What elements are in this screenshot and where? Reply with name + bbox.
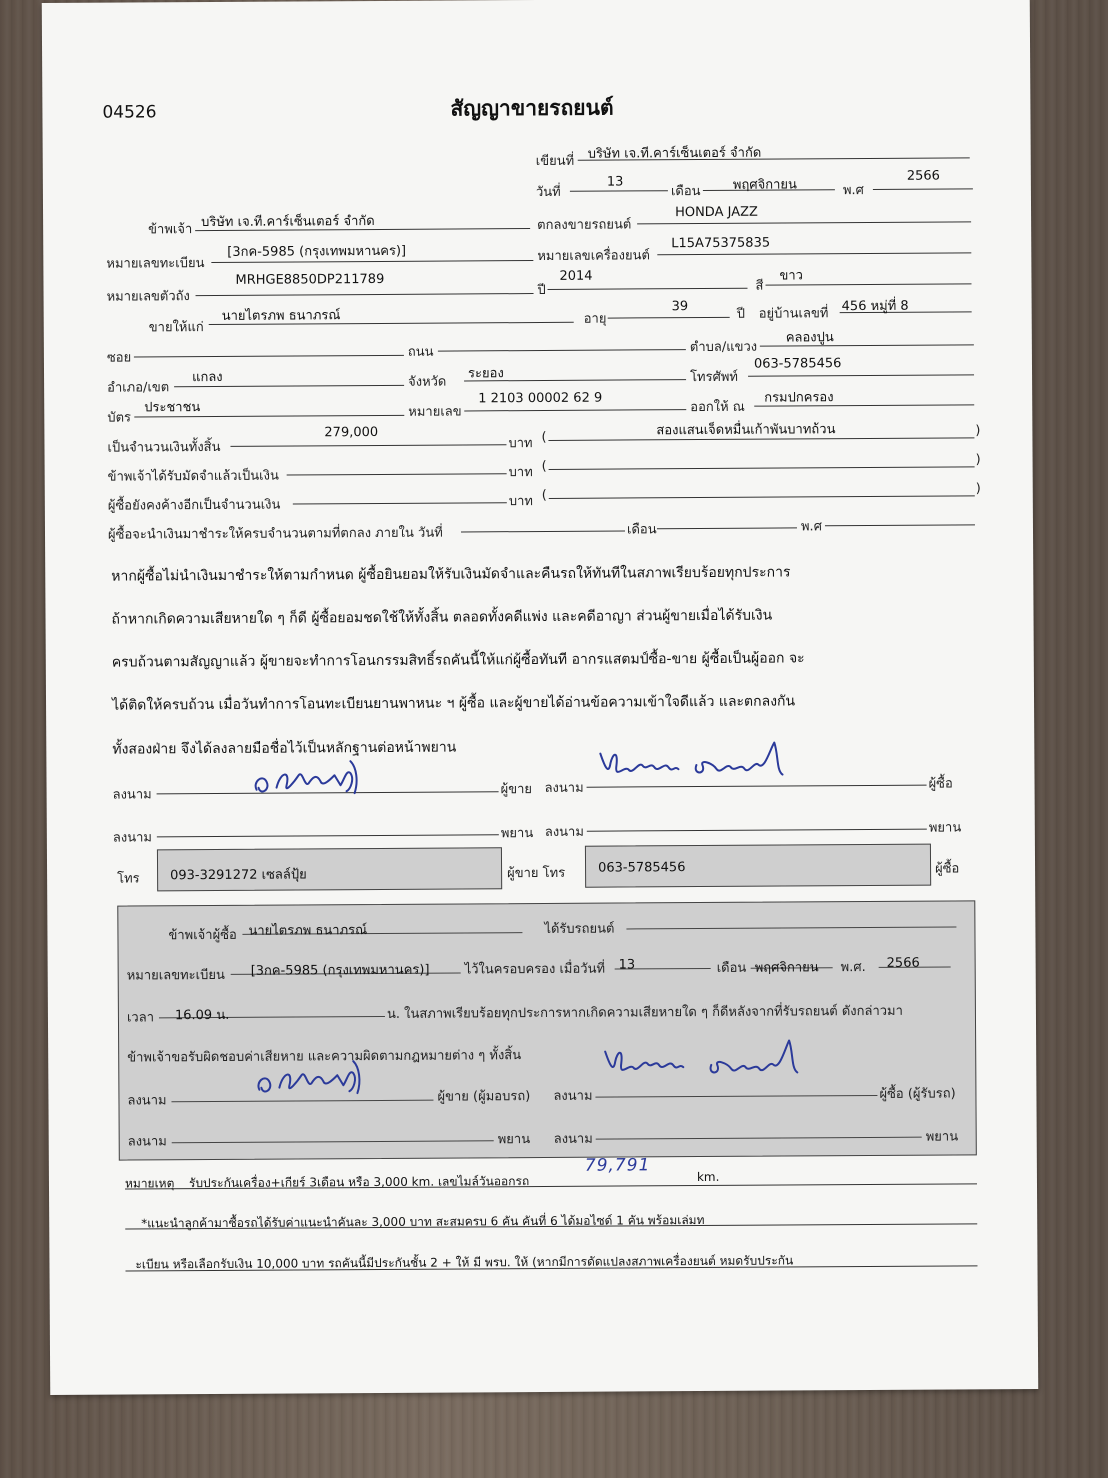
car-line bbox=[637, 221, 971, 224]
year-value: 2566 bbox=[906, 168, 940, 184]
soi-line bbox=[134, 355, 404, 358]
total-words-value: สองแสนเจ็ดหมื่นเก้าพันบาทถ้วน bbox=[656, 422, 836, 439]
subdistrict-value: คลองปูน bbox=[785, 330, 834, 346]
receipt-buyer-label: ข้าพเจ้าผู้ซื้อ bbox=[168, 927, 237, 944]
phone-line bbox=[748, 374, 974, 376]
vehicle-year-value: 2014 bbox=[559, 268, 593, 284]
referral-line-1: *แนะนำลูกค้ามาซื้อรถได้รับค่าแนะนำคันละ 3,000 บาท สะสมครบ 6 คัน คันที่ 6 ได้มอไซด์ 1 คัน พร้อมเล่มท bbox=[141, 1213, 705, 1231]
note-text: รับประกันเครื่อง+เกียร์ 3เดือน หรือ 3,000 km. เลขไมล์วันออกรถ bbox=[188, 1174, 530, 1191]
receipt-witness1-role: พยาน bbox=[497, 1132, 531, 1148]
vehicle-receipt-box bbox=[117, 900, 977, 1160]
written-at-label: เขียนที่ bbox=[535, 153, 575, 170]
remaining-words-line bbox=[549, 495, 975, 499]
contract-paper bbox=[42, 0, 1038, 1395]
buyer-name-value: นายไตรภพ ธนาภรณ์ bbox=[221, 308, 341, 324]
receipt-time-value: 16.09 น. bbox=[174, 1007, 230, 1024]
age-label: อายุ bbox=[583, 311, 607, 327]
mileage-handwritten: 79,791 bbox=[584, 1155, 651, 1176]
receipt-possess-label: ไว้ในครอบครอง เมื่อวันที่ bbox=[464, 961, 606, 978]
seller-value: บริษัท เจ.ที.คาร์เซ็นเตอร์ จำกัด bbox=[201, 214, 375, 231]
card-label: บัตร bbox=[107, 410, 132, 426]
witness1-sign-line bbox=[157, 834, 499, 837]
month-value: พฤศจิกายน bbox=[732, 177, 797, 193]
road-line bbox=[438, 349, 686, 352]
receipt-buyer-value: นายไตรภพ ธนาภรณ์ bbox=[248, 923, 368, 939]
seller-phone-value: 093-3291272 เซลล์ปุ้ย bbox=[170, 867, 307, 884]
buyer-sign-role: ผู้ซื้อ bbox=[928, 776, 953, 792]
referral-line-2: ะเบียน หรือเลือกรับเงิน 10,000 บาท รถคันนี้มีประกันชั้น 2 + ให้ มี พรบ. ให้ (หากมีการดัดแปลงสภาพเครื่องยนต์ หมดรับประกัน bbox=[135, 1253, 794, 1272]
buyer-phone-role: ผู้ซื้อ bbox=[935, 861, 960, 877]
receipt-year-label: พ.ศ. bbox=[840, 960, 866, 976]
deposit-label: ข้าพเจ้าได้รับมัดจำแล้วเป็นเงิน bbox=[107, 468, 279, 485]
due-label: ผู้ซื้อจะนำเงินมาชำระให้ครบจำนวนตามที่ตกลง ภายใน วันที่ bbox=[107, 525, 443, 543]
receipt-buyer-role: ผู้ซื้อ (ผู้รับรถ) bbox=[879, 1086, 956, 1102]
color-label: สี bbox=[755, 278, 764, 294]
paragraph-line-4: ได้ติดให้ครบถ้วน เมื่อวันทำการโอนทะเบียนยานพาหนะ ฯ ผู้ซื้อ และผู้ขายได้อ่านข้อความเข้าใจดีแล้ว และตกลงกัน bbox=[112, 693, 796, 714]
seller-phone-role: ผู้ขาย โทร bbox=[507, 865, 566, 882]
day-label: วันที่ bbox=[535, 184, 561, 201]
seller-phone-box bbox=[157, 847, 502, 891]
day-value: 13 bbox=[606, 174, 624, 190]
engine-label: หมายเลขเครื่องยนต์ bbox=[537, 248, 650, 265]
witness2-sign-line bbox=[587, 829, 927, 832]
receipt-day-value: 13 bbox=[618, 957, 636, 973]
receipt-buyer-signature bbox=[599, 1034, 829, 1091]
subdistrict-label: ตำบล/แขวง bbox=[689, 339, 758, 356]
receipt-liability-text: ข้าพเจ้าขอรับผิดชอบค่าเสียหาย และความผิดตามกฎหมายต่าง ๆ ทั้งสิ้น bbox=[127, 1048, 522, 1066]
total-line bbox=[230, 444, 506, 447]
phone-label: โทรศัพท์ bbox=[690, 369, 739, 386]
buyer-phone-box bbox=[585, 844, 931, 888]
district-value: แกลง bbox=[192, 369, 223, 386]
agree-label: ตกลงขายรถยนต์ bbox=[537, 217, 632, 234]
vehicle-year-line bbox=[548, 288, 748, 290]
phone-value: 063-5785456 bbox=[753, 356, 842, 372]
car-value: HONDA JAZZ bbox=[675, 204, 758, 221]
due-year-label: พ.ศ bbox=[800, 519, 822, 535]
due-month-label: เดือน bbox=[626, 522, 657, 538]
id-value: 1 2103 00002 62 9 bbox=[478, 390, 603, 407]
issued-value: กรมปกครอง bbox=[764, 390, 834, 406]
witness2-sign-label: ลงนาม bbox=[544, 824, 584, 840]
remaining-label: ผู้ซื้อยังคงค้างอีกเป็นจำนวนเงิน bbox=[107, 497, 281, 514]
receipt-witness2-line bbox=[596, 1137, 922, 1140]
document-number: 04526 bbox=[102, 102, 157, 123]
color-value: ขาว bbox=[779, 268, 803, 284]
engine-value: L15A75375835 bbox=[671, 235, 771, 252]
receipt-witness1-line bbox=[172, 1140, 494, 1143]
document-title: สัญญาขายรถยนต์ bbox=[450, 95, 614, 121]
due-month-line bbox=[657, 527, 797, 529]
remaining-baht: บาท bbox=[508, 494, 533, 510]
total-words-open: ( bbox=[541, 429, 547, 445]
reg-value: [3กค-5985 (กรุงเทพมหานคร)] bbox=[227, 243, 407, 260]
buyer-sign-label: ลงนาม bbox=[544, 780, 584, 796]
paragraph-line-3: ครบถ้วนตามสัญญาแล้ว ผู้ขายจะทำการโอนกรรมสิทธิ์รถคันนี้ให้แก่ผู้ซื้อทันที อากรแสตมป์ซื้อ-ขาย ผู้ซื้อเป็นผู้ออก จะ bbox=[111, 650, 805, 671]
age-value: 39 bbox=[671, 299, 689, 315]
province-label: จังหวัด bbox=[408, 374, 447, 390]
engine-line bbox=[657, 252, 971, 255]
year-label: พ.ศ bbox=[842, 183, 864, 199]
paragraph-line-2: ถ้าหากเกิดความเสียหายใด ๆ ก็ดี ผู้ซื้อยอมชดใช้ให้ทั้งสิ้น ตลอดทั้งคดีแพ่ง และคดีอาญา ส่วนผู้ขายเมื่อได้รับเงิน bbox=[111, 607, 773, 628]
id-line bbox=[464, 409, 686, 411]
receipt-witness1-sign-label: ลงนาม bbox=[127, 1134, 167, 1150]
seller-sign-role: ผู้ขาย bbox=[500, 782, 533, 798]
receipt-seller-signature bbox=[251, 1053, 371, 1102]
year-line bbox=[873, 188, 973, 190]
seller-sign-label: ลงนาม bbox=[112, 787, 152, 803]
district-label: อำเภอ/เขต bbox=[107, 380, 170, 396]
buyer-phone-value: 063-5785456 bbox=[598, 860, 686, 876]
remaining-words-close: ) bbox=[975, 481, 981, 497]
receipt-witness2-role: พยาน bbox=[925, 1129, 959, 1145]
province-value: ระยอง bbox=[467, 366, 504, 382]
soi-label: ซอย bbox=[106, 350, 132, 366]
vehicle-year-label: ปี bbox=[537, 282, 546, 299]
phone-row-label: โทร bbox=[117, 871, 140, 887]
witness1-sign-label: ลงนาม bbox=[112, 830, 152, 846]
deposit-words-line bbox=[549, 466, 975, 470]
chassis-label: หมายเลขตัวถัง bbox=[106, 289, 190, 305]
deposit-baht: บาท bbox=[508, 465, 533, 481]
buyer-signature bbox=[594, 734, 794, 791]
house-label: อยู่บ้านเลขที่ bbox=[758, 306, 829, 322]
day-line bbox=[570, 190, 668, 192]
card-value: ประชาชน bbox=[144, 400, 201, 416]
receipt-month-label: เดือน bbox=[716, 960, 747, 976]
total-words-close: ) bbox=[975, 423, 981, 439]
total-label: เป็นจำนวนเงินทั้งสิ้น bbox=[107, 439, 221, 456]
chassis-line bbox=[196, 293, 534, 296]
house-value: 456 หมู่ที่ 8 bbox=[841, 298, 909, 315]
receipt-condition-text: น. ในสภาพเรียบร้อยทุกประการหากเกิดความเสียหายใด ๆ ก็ดีหลังจากที่รับรถยนต์ ดังกล่าวมา bbox=[386, 1003, 903, 1022]
witness2-role: พยาน bbox=[928, 820, 962, 836]
age-line bbox=[608, 317, 730, 319]
month-label: เดือน bbox=[670, 184, 701, 200]
receipt-reg-value: [3กค-5985 (กรุงเทพมหานคร)] bbox=[250, 962, 430, 979]
receipt-reg-label: หมายเลขทะเบียน bbox=[126, 967, 225, 984]
seller-signature bbox=[246, 751, 376, 802]
written-at-value: บริษัท เจ.ที.คาร์เซ็นเตอร์ จำกัด bbox=[587, 145, 762, 162]
due-year-line bbox=[825, 524, 975, 526]
receipt-received-label: ได้รับรถยนต์ bbox=[544, 921, 615, 937]
receipt-received-line bbox=[626, 926, 956, 929]
id-label: หมายเลข bbox=[408, 404, 462, 420]
receipt-buyer-sign-label: ลงนาม bbox=[553, 1088, 593, 1104]
receipt-buyer-sign-line bbox=[595, 1095, 877, 1098]
sold-to-label: ขายให้แก่ bbox=[148, 320, 204, 336]
receipt-time-label: เวลา bbox=[126, 1010, 155, 1026]
due-day-line bbox=[461, 530, 625, 532]
note-km: km. bbox=[696, 1169, 720, 1185]
receipt-year-value: 2566 bbox=[886, 955, 920, 971]
reg-label: หมายเลขทะเบียน bbox=[106, 256, 205, 272]
receipt-month-value: พฤศจิกายน bbox=[754, 960, 819, 976]
receipt-seller-role: ผู้ขาย (ผู้มอบรถ) bbox=[437, 1089, 531, 1105]
paragraph-line-1: หากผู้ซื้อไม่นำเงินมาชำระให้ตามกำหนด ผู้ซื้อยินยอมให้รับเงินมัดจำและคืนรถให้ทันทีในสภาพเรียบร้อยทุกประการ bbox=[111, 564, 791, 585]
total-value: 279,000 bbox=[324, 424, 379, 441]
age-unit: ปี bbox=[736, 306, 745, 322]
deposit-words-close: ) bbox=[975, 452, 981, 468]
issued-label: ออกให้ ณ bbox=[690, 399, 745, 416]
deposit-line bbox=[287, 473, 507, 475]
paragraph-line-5: ทั้งสองฝ่าย จึงได้ลงลายมือชื่อไว้เป็นหลักฐานต่อหน้าพยาน bbox=[112, 739, 457, 758]
receipt-seller-sign-label: ลงนาม bbox=[127, 1093, 167, 1109]
remaining-words-open: ( bbox=[541, 487, 547, 503]
deposit-words-open: ( bbox=[541, 458, 547, 474]
road-label: ถนน bbox=[407, 344, 434, 360]
chassis-value: MRHGE8850DP211789 bbox=[235, 271, 385, 288]
receipt-witness2-sign-label: ลงนาม bbox=[553, 1131, 593, 1147]
witness1-role: พยาน bbox=[500, 826, 534, 842]
total-baht: บาท bbox=[508, 436, 533, 452]
note-label: หมายเหตุ bbox=[124, 1176, 175, 1191]
remaining-line bbox=[293, 502, 507, 504]
seller-label: ข้าพเจ้า bbox=[148, 222, 193, 238]
